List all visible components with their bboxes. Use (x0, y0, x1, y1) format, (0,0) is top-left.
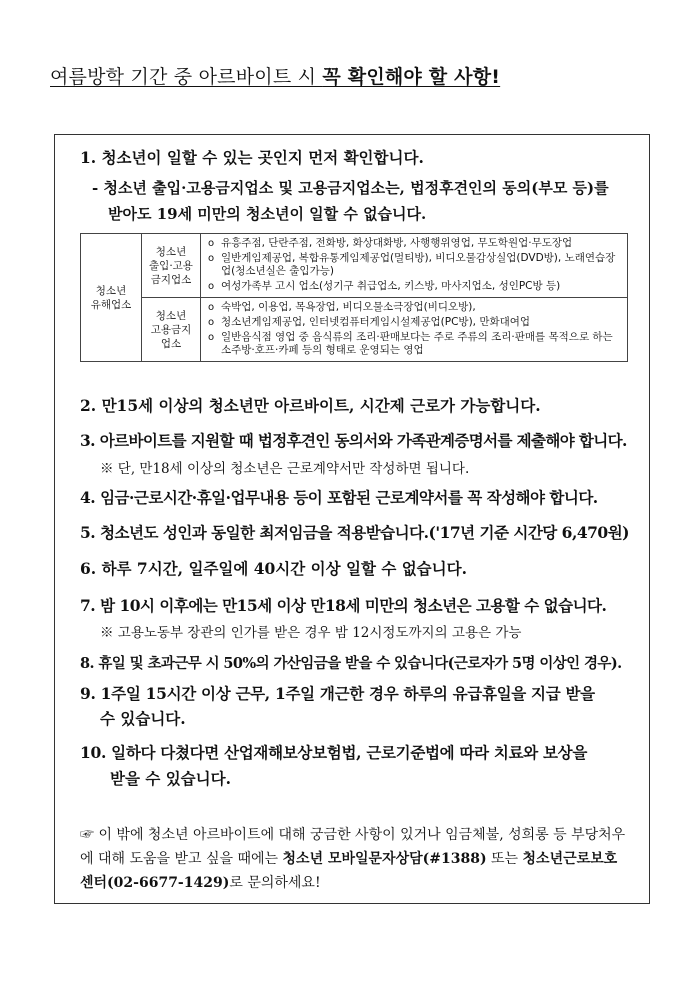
list-item: o 숙박업, 이용업, 목욕장업, 비디오물소극장업(비디오방), (207, 301, 621, 314)
item-8: 8. 휴일 및 초과근무 시 50%의 가산임금을 받을 수 있습니다(근로자가 5명 이상인 경우). (80, 655, 622, 672)
item-9-line1: 9. 1주일 15시간 이상 근무, 1주일 개근한 경우 하루의 유급휴일을 지급 받을 (80, 684, 595, 703)
row-label (142, 298, 201, 362)
table-row (81, 234, 628, 298)
item-10-line2: 받을 수 있습니다. (110, 769, 232, 788)
row-label-text: 청소년 출입·고용 금지업소 (149, 245, 193, 286)
item-9-line2: 수 있습니다. (100, 709, 186, 728)
row-label-text: 청소년 고용금지 업소 (150, 309, 192, 350)
youth-harmful-business-table (80, 233, 628, 362)
group-label-text: 청소년 유해업소 (90, 284, 132, 311)
row-bullets (201, 298, 628, 362)
item-4: 4. 임금·근로시간·휴일·업무내용 등이 포함된 근로계약서를 꼭 작성해야 합니다. (80, 488, 598, 507)
item-3: 3. 아르바이트를 지원할 때 법정후견인 동의서와 가족관계증명서를 제출해야 합니다. (80, 431, 627, 450)
note-labor-center: 청소년근로보호센터(02-6677-1429) (80, 851, 618, 891)
item-1: 1. 청소년이 일할 수 있는 곳인지 먼저 확인합니다. (80, 148, 424, 167)
item-5: 5. 청소년도 성인과 동일한 최저임금을 적용받습니다.('17년 기준 시간당 6,470원) (80, 523, 630, 542)
row-label (142, 234, 201, 298)
page-title (50, 62, 500, 89)
list-item: o 유흥주점, 단란주점, 전화방, 화상대화방, 사행행위영업, 무도학원업·무도장업 (207, 237, 621, 250)
item-1-sub-line2: 받아도 19세 미만의 청소년이 일할 수 없습니다. (108, 205, 427, 223)
item-7: 7. 밤 10시 이후에는 만15세 이상 만18세 미만의 청소년은 고용할 수 없습니다. (80, 596, 607, 615)
list-item: o 여성가족부 고시 업소(성기구 취급업소, 키스방, 마사지업소, 성인PC방 등) (207, 280, 621, 293)
item-10-line1: 10. 일하다 다쳤다면 산업재해보상보험법, 근로기준법에 따라 치료와 보상을 (80, 743, 588, 762)
list-item: o 청소년게임제공업, 인터넷컴퓨터게임시설제공업(PC방), 만화대여업 (207, 316, 621, 329)
title-plain: 여름방학 기간 중 아르바이트 시 (50, 66, 323, 88)
contact-note (80, 823, 628, 895)
row-bullets (201, 234, 628, 298)
note-text-3: 로 문의하세요! (229, 875, 321, 891)
list-item: o 일반게임제공업, 복합유통게임제공업(멀티방), 비디오물감상실업(DVD방), 노래연습장업(청소년실은 출입가능) (207, 252, 621, 278)
item-7-note: ※ 고용노동부 장관의 인가를 받은 경우 밤 12시정도까지의 고용은 가능 (100, 625, 522, 641)
note-mobile-counseling: 청소년 모바일문자상담(#1388) (282, 851, 487, 867)
title-bold: 꼭 확인해야 할 사항! (322, 66, 501, 88)
group-label (81, 234, 142, 362)
list-item: o 일반음식점 영업 중 음식류의 조리·판매보다는 주로 주류의 조리·판매를 목적으로 하는 소주방·호프·카페 등의 형태로 운영되는 영업 (207, 331, 621, 357)
item-2: 2. 만15세 이상의 청소년만 아르바이트, 시간제 근로가 가능합니다. (80, 396, 541, 415)
note-text-2: 또는 (486, 851, 523, 867)
item-6: 6. 하루 7시간, 일주일에 40시간 이상 일할 수 없습니다. (80, 559, 467, 578)
note-text-1: ☞ 이 밖에 청소년 아르바이트에 대해 궁금한 사항이 있거나 임금체불, 성희롱 등 부당처우에 대해 도움을 받고 싶을 때에는 (80, 827, 626, 867)
table-row (81, 298, 628, 362)
item-1-sub-line1: - 청소년 출입·고용금지업소 및 고용금지업소는, 법정후견인의 동의(부모 등)를 (92, 179, 609, 197)
item-3-note: ※ 단, 만18세 이상의 청소년은 근로계약서만 작성하면 됩니다. (100, 461, 470, 477)
